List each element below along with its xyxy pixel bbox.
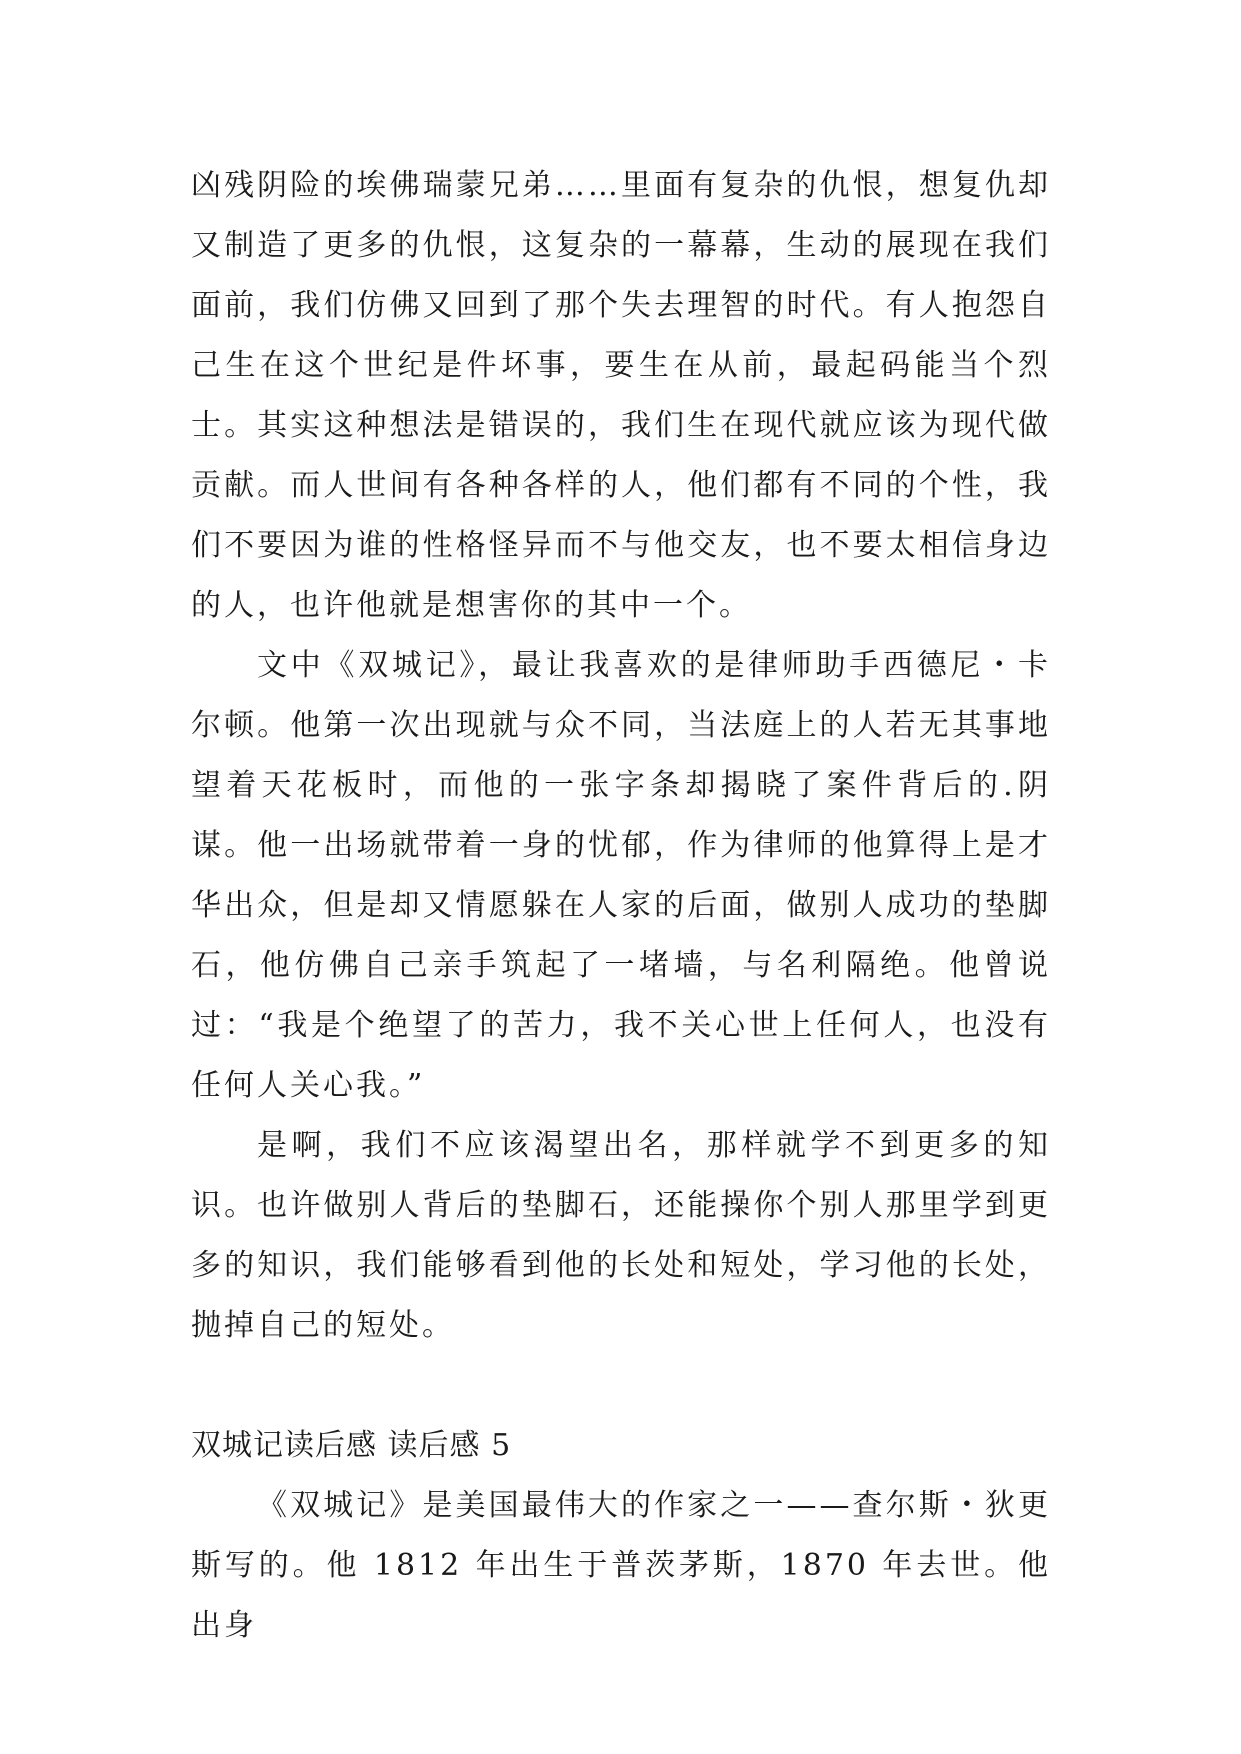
document-body [191, 156, 1051, 1656]
section-heading: 双城记读后感 读后感 5 [191, 1428, 512, 1463]
paragraph-4: 《双城记》是美国最伟大的作家之一——查尔斯・狄更斯写的。他 1812 年出生于普茨茅斯，1870 年去世。他出身 [191, 1488, 1051, 1643]
paragraph-1: 凶残阴险的埃佛瑞蒙兄弟……里面有复杂的仇恨，想复仇却又制造了更多的仇恨，这复杂的一幕幕，生动的展现在我们面前，我们仿佛又回到了那个失去理智的时代。有人抱怨自己生在这个世纪是件坏事，要生在从前，最起码能当个烈士。其实这种想法是错误的，我们生在现代就应该为现代做贡献。而人世间有各种各样的人，他们都有不同的个性，我们不要因为谁的性格怪异而不与他交友，也不要太相信身边的人，也许他就是想害你的其中一个。 [191, 168, 1051, 623]
paragraph-2: 文中《双城记》，最让我喜欢的是律师助手西德尼・卡尔顿。他第一次出现就与众不同，当法庭上的人若无其事地望着天花板时，而他的一张字条却揭晓了案件背后的.阴谋。他一出场就带着一身的忧郁，作为律师的他算得上是才华出众，但是却又情愿躲在人家的后面，做别人成功的垫脚石，他仿佛自己亲手筑起了一堵墙，与名利隔绝。他曾说过：“我是个绝望了的苦力，我不关心世上任何人，也没有任何人关心我。” [191, 648, 1051, 1103]
paragraph-3: 是啊，我们不应该渴望出名，那样就学不到更多的知识。也许做别人背后的垫脚石，还能操你个别人那里学到更多的知识，我们能够看到他的长处和短处，学习他的长处，抛掉自己的短处。 [191, 1128, 1051, 1343]
